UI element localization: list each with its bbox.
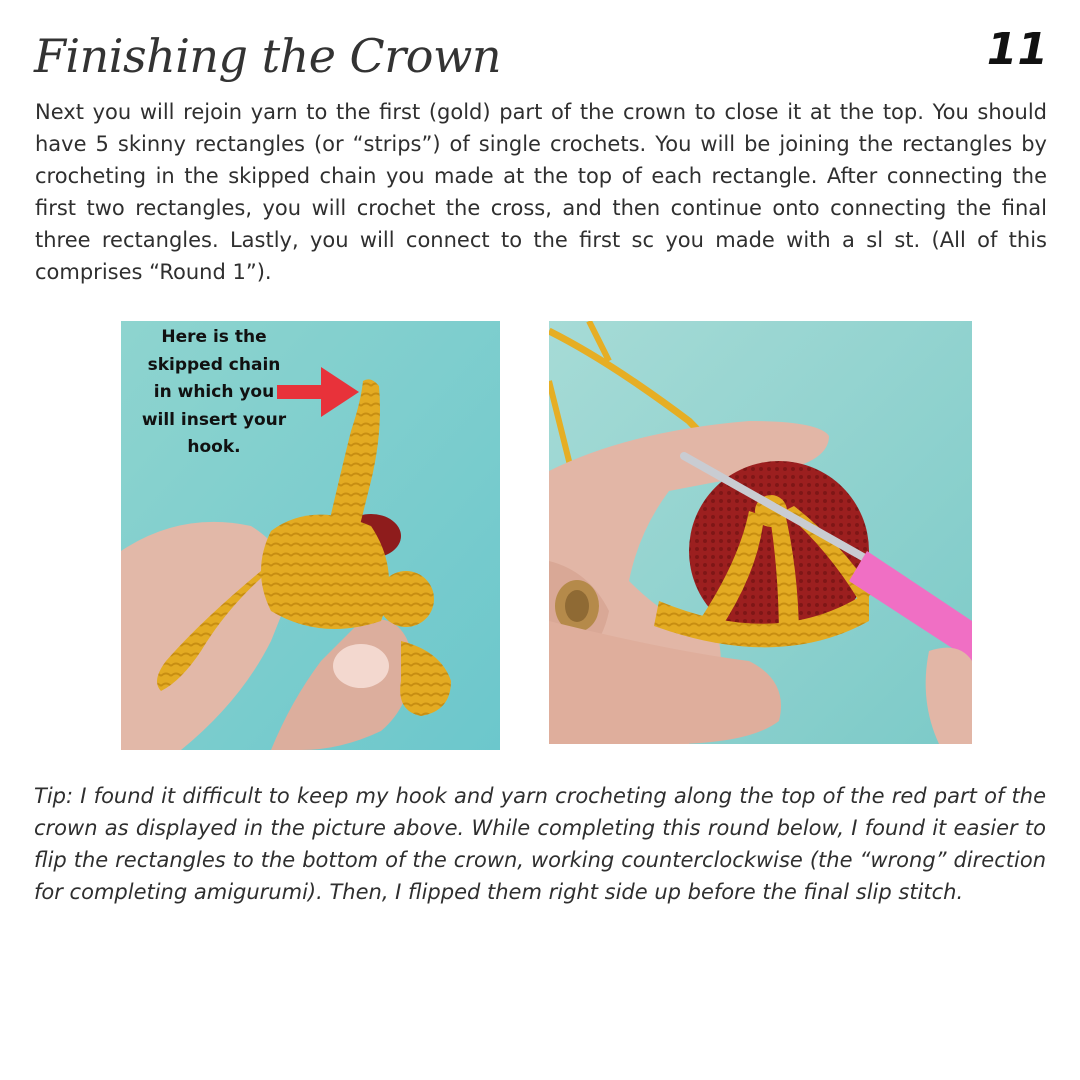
page-title: Finishing the Crown bbox=[34, 29, 501, 83]
intro-paragraph: Next you will rejoin yarn to the first (gold) part of the crown to close it at the top. You should have 5 skinny rectangles (or “strips”) of single crochets. You will be joining the rectangles by crocheting in the skipped chain you made at the top of each rectangle. After connecting the first two rectangles, you will crochet the cross, and then continue onto connecting the final three rectangles. Lastly, you will connect to the first sc you made with a sl st. (All of this comprises “Round 1”). bbox=[35, 100, 1047, 284]
skipped-chain-photo bbox=[121, 321, 500, 750]
callout-line: will insert your bbox=[141, 409, 287, 430]
callout-line: in which you bbox=[153, 382, 275, 402]
page-number: 11 bbox=[986, 24, 1048, 75]
callout-line: Here is the bbox=[161, 327, 267, 347]
skipped-chain-callout bbox=[129, 324, 299, 462]
callout-line: skipped chain bbox=[147, 354, 281, 375]
thumbnail-shape bbox=[333, 644, 389, 688]
crown-joining-photo bbox=[549, 321, 972, 744]
callout-line: hook. bbox=[187, 437, 241, 457]
tip-paragraph: Tip: I found it difficult to keep my hook and yarn crocheting along the top of the red part of the crown as displayed in the picture above. While completing this round below, I found it easier to flip the rectangles to the bottom of the crown, working counterclockwise (the “wrong” direction for completing amigurumi). Then, I flipped them right side up before the final slip stitch. bbox=[34, 784, 1046, 904]
crown-joining-illustration bbox=[549, 321, 972, 744]
